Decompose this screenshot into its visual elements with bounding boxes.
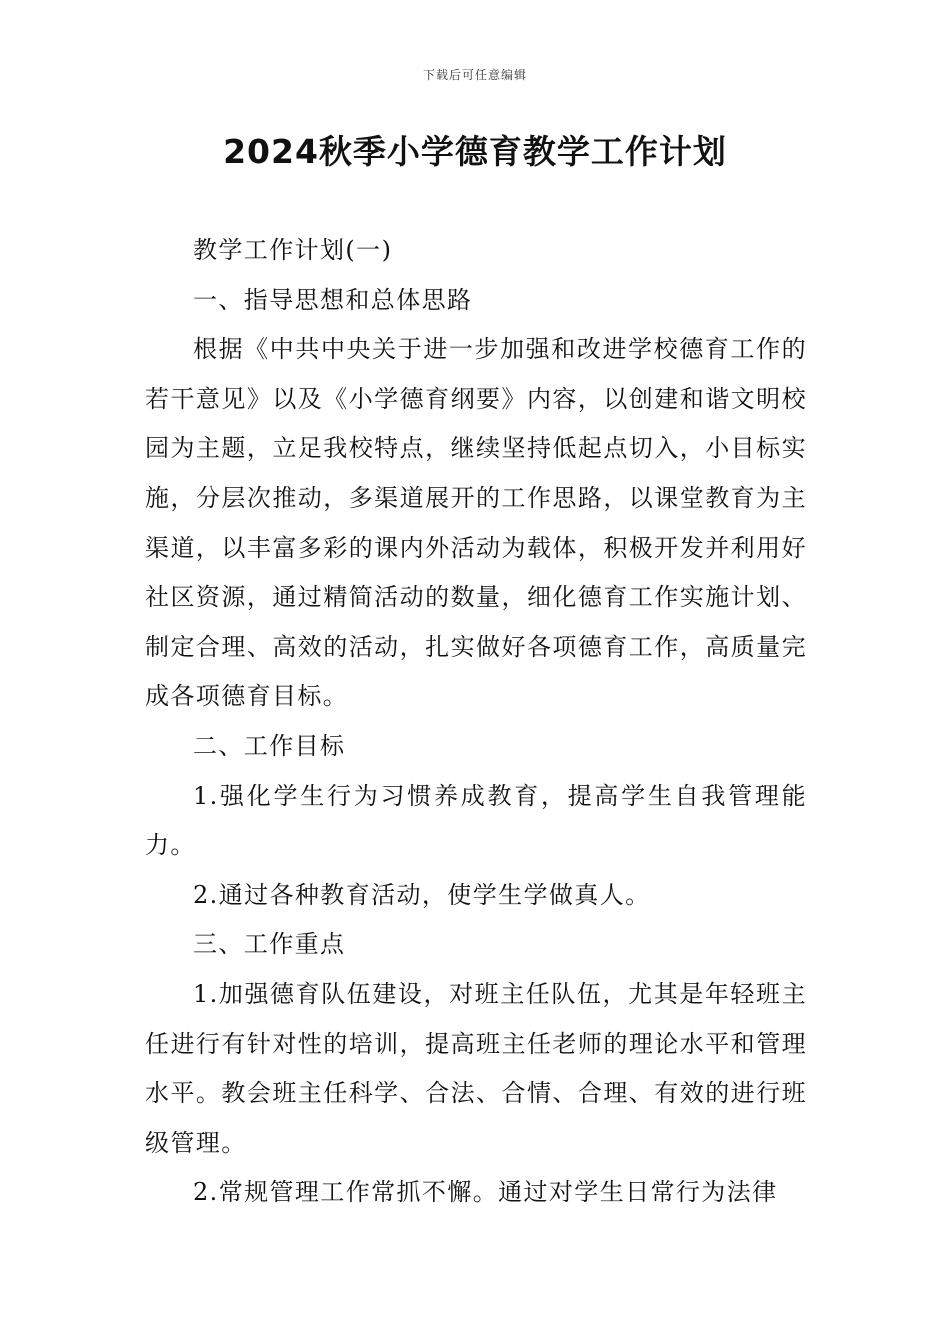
document-body	[145, 226, 807, 1218]
paragraph-goal-1: 1.强化学生行为习惯养成教育，提高学生自我管理能力。	[145, 781, 807, 860]
document-title: 2024秋季小学德育教学工作计划	[223, 132, 727, 171]
paragraph-goal-2: 2.通过各种教育活动，使学生学做真人。	[193, 880, 651, 909]
download-note: 下载后可任意编辑	[422, 68, 527, 82]
section-heading-goals: 二、工作目标	[193, 731, 346, 760]
paragraph-key-point-1: 1.加强德育队伍建设，对班主任队伍，尤其是年轻班主任进行有针对性的培训，提高班主任老师的理论水平和管理水平。教会班主任科学、合法、合情、合理、有效的进行班级管理。	[145, 979, 807, 1157]
paragraph-key-point-2: 2.常规管理工作常抓不懈。通过对学生日常行为法律	[193, 1178, 778, 1207]
section-heading-guiding-ideas: 一、指导思想和总体思路	[193, 285, 473, 314]
paragraph-guiding-ideas: 根据《中共中央关于进一步加强和改进学校德育工作的若干意见》以及《小学德育纲要》内容，以创建和谐文明校园为主题，立足我校特点，继续坚持低起点切入，小目标实施，分层次推动，多渠道展开的工作思路，以课堂教育为主渠道，以丰富多彩的课内外活动为载体，积极开发并利用好社区资源，通过精简活动的数量，细化德育工作实施计划、制定合理、高效的活动，扎实做好各项德育工作，高质量完成各项德育目标。	[145, 335, 807, 711]
section-heading-key-points: 三、工作重点	[193, 930, 346, 959]
paragraph-plan-heading: 教学工作计划(一)	[193, 236, 393, 264]
